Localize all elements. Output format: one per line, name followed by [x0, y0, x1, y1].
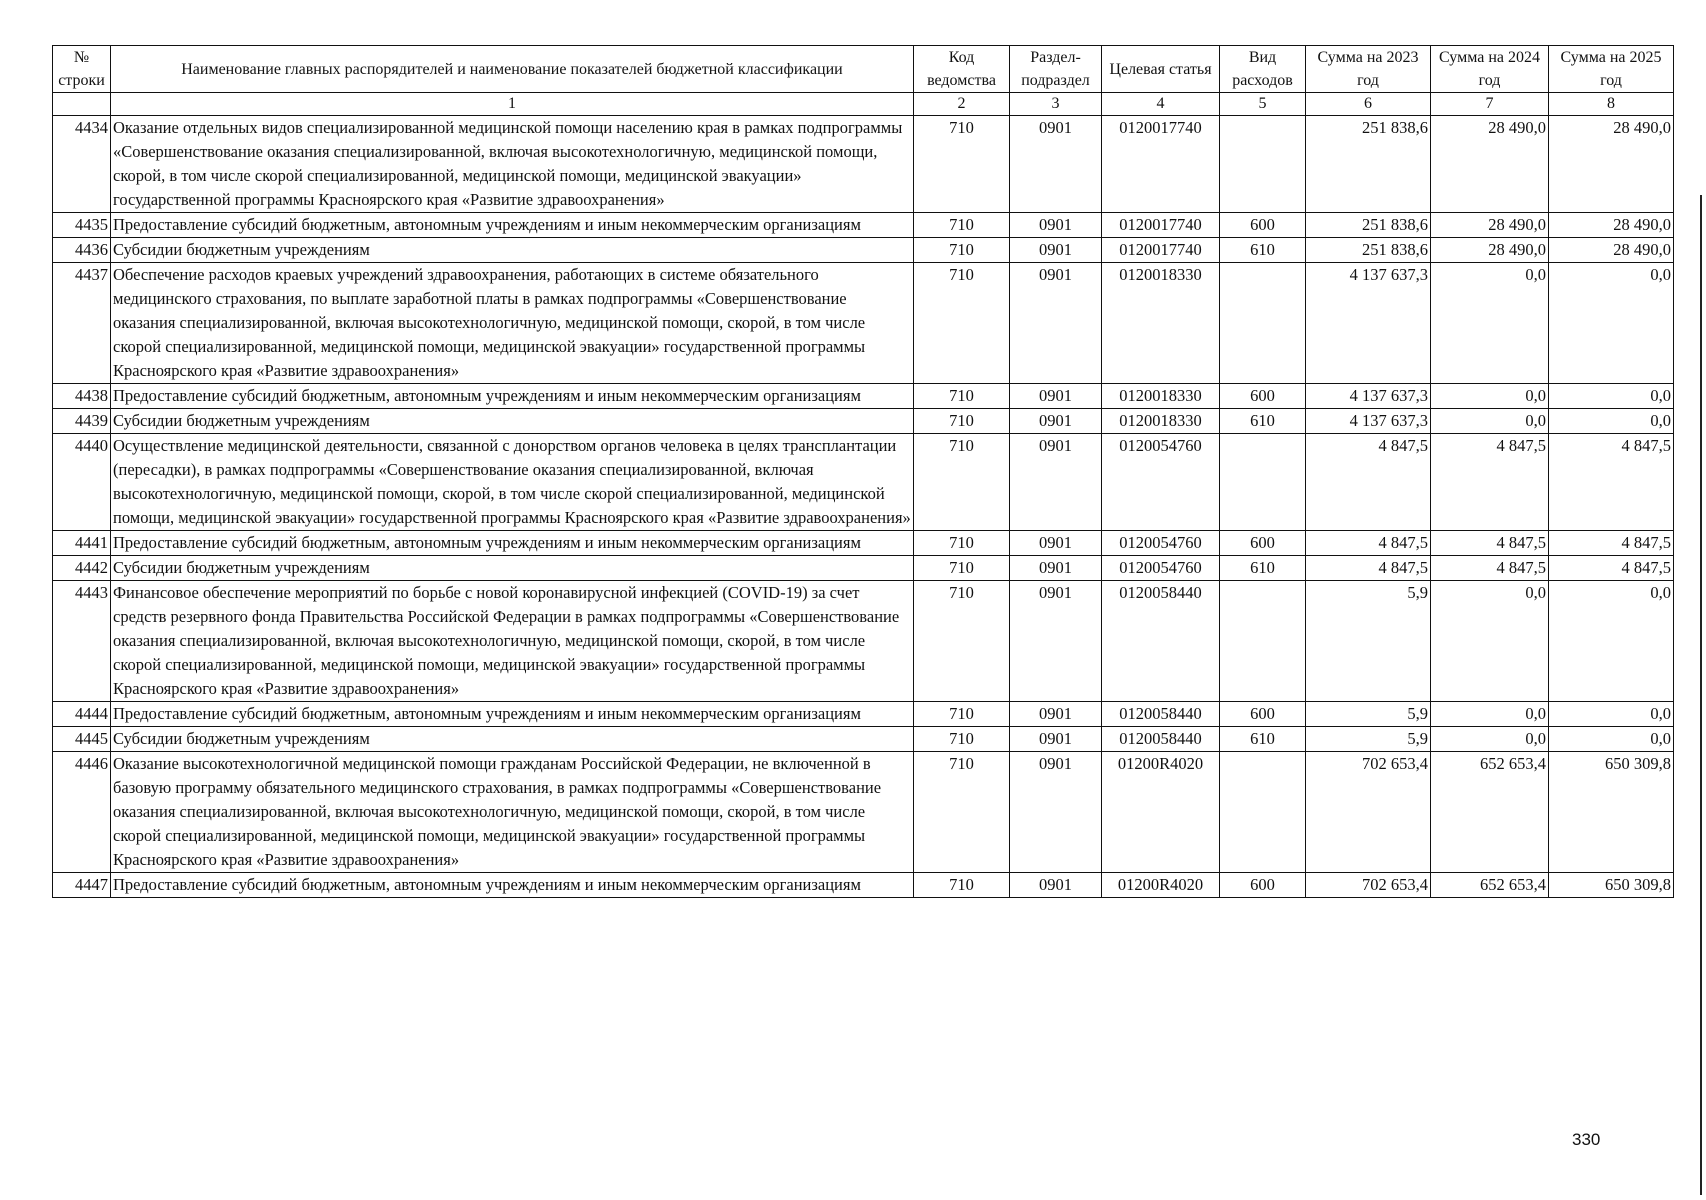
row-section: 0901 [1010, 263, 1102, 384]
row-section: 0901 [1010, 873, 1102, 898]
row-expense-kind: 610 [1220, 556, 1306, 581]
row-target-article: 0120054760 [1102, 556, 1220, 581]
row-expense-kind: 610 [1220, 238, 1306, 263]
row-section: 0901 [1010, 752, 1102, 873]
row-expense-kind: 600 [1220, 531, 1306, 556]
row-name: Предоставление субсидий бюджетным, автономным учреждениям и иным некоммерческим организациям [111, 213, 914, 238]
header-name: Наименование главных распорядителей и наименование показателей бюджетной классификации [111, 46, 914, 93]
table-row [53, 116, 1674, 213]
row-number: 4444 [53, 702, 111, 727]
header-expense-kind: Вид расходов [1220, 46, 1306, 93]
row-name: Субсидии бюджетным учреждениям [111, 556, 914, 581]
row-expense-kind [1220, 581, 1306, 702]
row-target-article: 0120058440 [1102, 581, 1220, 702]
row-number: 4447 [53, 873, 111, 898]
row-target-article: 0120018330 [1102, 409, 1220, 434]
row-department-code: 710 [914, 531, 1010, 556]
row-sum-2025: 0,0 [1549, 409, 1674, 434]
column-number: 6 [1306, 93, 1431, 116]
row-sum-2024: 28 490,0 [1431, 213, 1549, 238]
row-number: 4443 [53, 581, 111, 702]
row-number: 4446 [53, 752, 111, 873]
row-target-article: 01200R4020 [1102, 752, 1220, 873]
row-target-article: 0120017740 [1102, 116, 1220, 213]
row-expense-kind: 600 [1220, 384, 1306, 409]
row-name: Предоставление субсидий бюджетным, автономным учреждениям и иным некоммерческим организациям [111, 531, 914, 556]
row-department-code: 710 [914, 213, 1010, 238]
row-sum-2023: 4 847,5 [1306, 556, 1431, 581]
row-department-code: 710 [914, 238, 1010, 263]
row-sum-2023: 702 653,4 [1306, 873, 1431, 898]
column-number: 8 [1549, 93, 1674, 116]
row-sum-2023: 5,9 [1306, 727, 1431, 752]
row-sum-2023: 4 137 637,3 [1306, 409, 1431, 434]
row-name: Оказание отдельных видов специализированной медицинской помощи населению края в рамках подпрограммы «Совершенствование оказания специализированной, включая высокотехнологичную, медицинской помощи, скорой, в том числе скорой специализированной, медицинской помощи, медицинской эвакуации» государственной программы Красноярского края «Развитие здравоохранения» [111, 116, 914, 213]
row-expense-kind: 600 [1220, 702, 1306, 727]
row-sum-2024: 4 847,5 [1431, 556, 1549, 581]
header-row [53, 46, 1674, 93]
row-sum-2025: 0,0 [1549, 581, 1674, 702]
row-sum-2024: 0,0 [1431, 727, 1549, 752]
row-target-article: 0120018330 [1102, 263, 1220, 384]
row-sum-2024: 0,0 [1431, 702, 1549, 727]
row-department-code: 710 [914, 702, 1010, 727]
header-sum-2025: Сумма на 2025 год [1549, 46, 1674, 93]
row-section: 0901 [1010, 384, 1102, 409]
row-department-code: 710 [914, 384, 1010, 409]
header-target-article: Целевая статья [1102, 46, 1220, 93]
row-department-code: 710 [914, 116, 1010, 213]
row-name: Субсидии бюджетным учреждениям [111, 238, 914, 263]
row-sum-2023: 251 838,6 [1306, 213, 1431, 238]
row-number: 4435 [53, 213, 111, 238]
row-target-article: 0120017740 [1102, 213, 1220, 238]
row-name: Обеспечение расходов краевых учреждений здравоохранения, работающих в системе обязательного медицинского страхования, по выплате заработной платы в рамках подпрограммы «Совершенствование оказания специализированной, включая высокотехнологичную, медицинской помощи, скорой, в том числе скорой специализированной, медицинской помощи, медицинской эвакуации» государственной программы Красноярского края «Развитие здравоохранения» [111, 263, 914, 384]
row-number: 4441 [53, 531, 111, 556]
row-target-article: 0120054760 [1102, 434, 1220, 531]
row-target-article: 0120054760 [1102, 531, 1220, 556]
row-expense-kind: 610 [1220, 409, 1306, 434]
row-number: 4437 [53, 263, 111, 384]
row-sum-2024: 0,0 [1431, 263, 1549, 384]
table-row [53, 531, 1674, 556]
row-sum-2023: 5,9 [1306, 702, 1431, 727]
row-section: 0901 [1010, 434, 1102, 531]
row-name: Предоставление субсидий бюджетным, автономным учреждениям и иным некоммерческим организациям [111, 702, 914, 727]
column-number: 5 [1220, 93, 1306, 116]
row-target-article: 0120058440 [1102, 702, 1220, 727]
row-name: Субсидии бюджетным учреждениям [111, 727, 914, 752]
row-number: 4442 [53, 556, 111, 581]
table-row [53, 263, 1674, 384]
table-row [53, 873, 1674, 898]
table-row [53, 213, 1674, 238]
row-sum-2025: 0,0 [1549, 702, 1674, 727]
row-sum-2023: 4 137 637,3 [1306, 384, 1431, 409]
row-target-article: 0120058440 [1102, 727, 1220, 752]
row-department-code: 710 [914, 873, 1010, 898]
row-expense-kind [1220, 263, 1306, 384]
row-number: 4440 [53, 434, 111, 531]
row-sum-2025: 650 309,8 [1549, 873, 1674, 898]
table-row [53, 556, 1674, 581]
row-section: 0901 [1010, 581, 1102, 702]
header-row-number: № строки [53, 46, 111, 93]
row-number: 4439 [53, 409, 111, 434]
row-expense-kind [1220, 116, 1306, 213]
column-number: 1 [111, 93, 914, 116]
row-sum-2023: 4 137 637,3 [1306, 263, 1431, 384]
row-number: 4434 [53, 116, 111, 213]
row-name: Осуществление медицинской деятельности, связанной с донорством органов человека в целях трансплантации (пересадки), в рамках подпрограммы «Совершенствование оказания специализированной, включая высокотехнологичную, медицинской помощи, скорой, в том числе скорой специализированной, медицинской помощи, медицинской эвакуации» государственной программы Красноярского края «Развитие здравоохранения» [111, 434, 914, 531]
row-sum-2024: 0,0 [1431, 581, 1549, 702]
row-expense-kind [1220, 434, 1306, 531]
row-sum-2023: 702 653,4 [1306, 752, 1431, 873]
column-number: 4 [1102, 93, 1220, 116]
column-number [53, 93, 111, 116]
row-department-code: 710 [914, 727, 1010, 752]
row-sum-2023: 251 838,6 [1306, 116, 1431, 213]
table-row [53, 752, 1674, 873]
row-sum-2024: 4 847,5 [1431, 434, 1549, 531]
row-section: 0901 [1010, 116, 1102, 213]
row-sum-2025: 28 490,0 [1549, 213, 1674, 238]
column-number: 7 [1431, 93, 1549, 116]
row-section: 0901 [1010, 727, 1102, 752]
header-department-code: Код ведомства [914, 46, 1010, 93]
row-number: 4438 [53, 384, 111, 409]
row-sum-2024: 28 490,0 [1431, 238, 1549, 263]
row-sum-2025: 0,0 [1549, 727, 1674, 752]
row-department-code: 710 [914, 752, 1010, 873]
row-target-article: 01200R4020 [1102, 873, 1220, 898]
row-target-article: 0120018330 [1102, 384, 1220, 409]
row-sum-2025: 4 847,5 [1549, 434, 1674, 531]
table-body [53, 116, 1674, 898]
row-sum-2025: 4 847,5 [1549, 531, 1674, 556]
row-sum-2023: 251 838,6 [1306, 238, 1431, 263]
row-section: 0901 [1010, 531, 1102, 556]
row-sum-2025: 0,0 [1549, 263, 1674, 384]
row-sum-2025: 28 490,0 [1549, 116, 1674, 213]
column-number: 2 [914, 93, 1010, 116]
page-number: 330 [1572, 1130, 1601, 1149]
budget-table [52, 45, 1674, 898]
row-expense-kind: 600 [1220, 213, 1306, 238]
row-name: Субсидии бюджетным учреждениям [111, 409, 914, 434]
row-name: Финансовое обеспечение мероприятий по борьбе с новой коронавирусной инфекцией (COVID-19) за счет средств резервного фонда Правительства Российской Федерации в рамках подпрограммы «Совершенствование оказания специализированной, включая высокотехнологичную, медицинской помощи, скорой, в том числе скорой специализированной, медицинской помощи, медицинской эвакуации» государственной программы Красноярского края «Развитие здравоохранения» [111, 581, 914, 702]
row-number: 4436 [53, 238, 111, 263]
row-sum-2023: 4 847,5 [1306, 531, 1431, 556]
row-sum-2023: 4 847,5 [1306, 434, 1431, 531]
row-sum-2024: 0,0 [1431, 384, 1549, 409]
column-number: 3 [1010, 93, 1102, 116]
scan-edge-line [1700, 195, 1702, 1195]
table-row [53, 238, 1674, 263]
row-section: 0901 [1010, 702, 1102, 727]
row-section: 0901 [1010, 409, 1102, 434]
row-sum-2025: 28 490,0 [1549, 238, 1674, 263]
row-sum-2025: 4 847,5 [1549, 556, 1674, 581]
table-row [53, 434, 1674, 531]
header-sum-2024: Сумма на 2024 год [1431, 46, 1549, 93]
row-sum-2024: 28 490,0 [1431, 116, 1549, 213]
row-department-code: 710 [914, 409, 1010, 434]
row-sum-2024: 652 653,4 [1431, 752, 1549, 873]
row-sum-2024: 652 653,4 [1431, 873, 1549, 898]
table-row [53, 581, 1674, 702]
column-number-row [53, 93, 1674, 116]
row-section: 0901 [1010, 556, 1102, 581]
row-sum-2025: 650 309,8 [1549, 752, 1674, 873]
table-row [53, 409, 1674, 434]
row-name: Предоставление субсидий бюджетным, автономным учреждениям и иным некоммерческим организациям [111, 873, 914, 898]
table-row [53, 384, 1674, 409]
header-section: Раздел-подраздел [1010, 46, 1102, 93]
row-target-article: 0120017740 [1102, 238, 1220, 263]
row-department-code: 710 [914, 581, 1010, 702]
table-row [53, 702, 1674, 727]
row-expense-kind: 600 [1220, 873, 1306, 898]
row-section: 0901 [1010, 238, 1102, 263]
header-sum-2023: Сумма на 2023 год [1306, 46, 1431, 93]
row-section: 0901 [1010, 213, 1102, 238]
row-sum-2024: 4 847,5 [1431, 531, 1549, 556]
row-department-code: 710 [914, 556, 1010, 581]
row-sum-2023: 5,9 [1306, 581, 1431, 702]
row-department-code: 710 [914, 434, 1010, 531]
row-number: 4445 [53, 727, 111, 752]
row-sum-2025: 0,0 [1549, 384, 1674, 409]
row-expense-kind [1220, 752, 1306, 873]
row-name: Оказание высокотехнологичной медицинской помощи гражданам Российской Федерации, не включенной в базовую программу обязательного медицинского страхования, в рамках подпрограммы «Совершенствование оказания специализированной, включая высокотехнологичную, медицинской помощи, скорой, в том числе скорой специализированной, медицинской помощи, медицинской эвакуации» государственной программы Красноярского края «Развитие здравоохранения» [111, 752, 914, 873]
table-row [53, 727, 1674, 752]
row-department-code: 710 [914, 263, 1010, 384]
row-name: Предоставление субсидий бюджетным, автономным учреждениям и иным некоммерческим организациям [111, 384, 914, 409]
row-expense-kind: 610 [1220, 727, 1306, 752]
row-sum-2024: 0,0 [1431, 409, 1549, 434]
